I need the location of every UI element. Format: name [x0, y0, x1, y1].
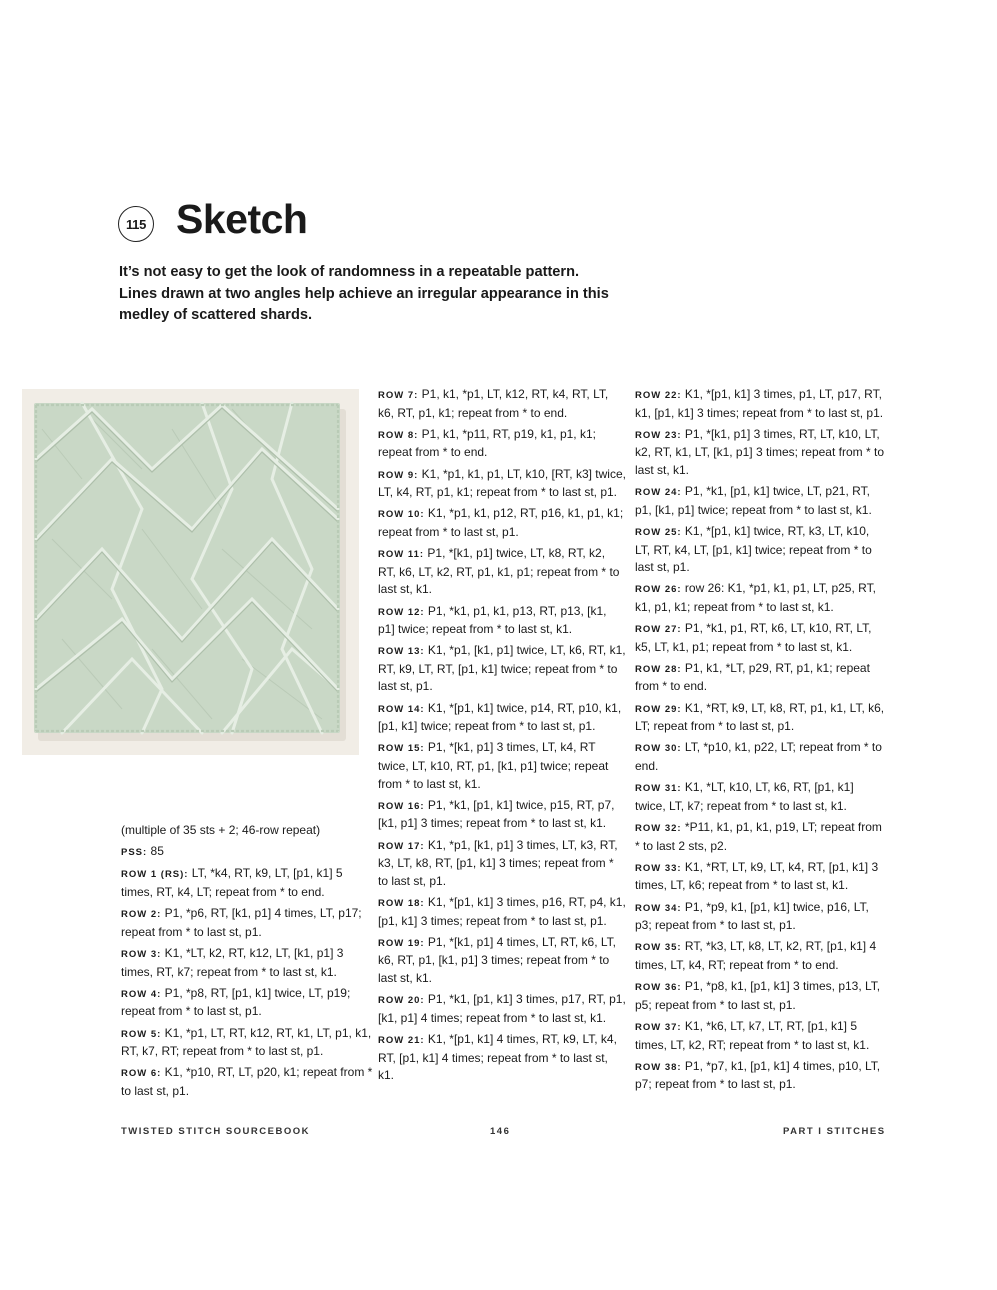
- pattern-number: 115: [125, 216, 147, 232]
- row-text: K1, *[p1, k1] 3 times, p16, RT, p4, k1, [p1, k1] 3 times; repeat from * to last st, p1.: [378, 894, 626, 928]
- row-label: ROW 14:: [378, 703, 425, 715]
- row-instruction: [378, 837, 626, 891]
- row-label: ROW 8:: [378, 429, 419, 441]
- instructions-column-2: [378, 386, 626, 1088]
- row-text: K1, *RT, LT, k9, LT, k4, RT, [p1, k1] 3 times, LT, k6; repeat from * to last st, k1.: [635, 859, 879, 893]
- row-label: ROW 10:: [378, 509, 425, 521]
- row-label: ROW 6:: [121, 1068, 162, 1080]
- row-text: K1, *p1, LT, RT, k12, RT, k1, LT, p1, k1, RT, k7, RT; repeat from * to last st, p1.: [121, 1025, 372, 1059]
- row-instruction: [635, 660, 885, 696]
- row-label: ROW 37:: [635, 1021, 682, 1033]
- row-instruction: [378, 386, 626, 422]
- row-instruction: [378, 545, 626, 599]
- row-instruction: [635, 978, 885, 1014]
- row-label: ROW 23:: [635, 429, 682, 441]
- row-instruction: [121, 1064, 373, 1100]
- row-text: K1, *p1, k1, p1, LT, k10, [RT, k3] twice, LT, k4, RT, p1, k1; repeat from * to last st, p1.: [378, 466, 626, 500]
- row-label: ROW 38:: [635, 1061, 682, 1073]
- pss-value: 85: [147, 844, 164, 859]
- row-text: P1, k1, *LT, p29, RT, p1, k1; repeat from * to end.: [635, 660, 870, 694]
- row-label: ROW 31:: [635, 783, 682, 795]
- row-instruction: [121, 945, 373, 981]
- row-instruction: [635, 1018, 885, 1054]
- pss-line: [121, 843, 373, 862]
- row-instruction: [635, 1058, 885, 1094]
- row-label: ROW 2:: [121, 909, 162, 921]
- row-text: P1, *k1, p1, k1, p13, RT, p13, [k1, p1] twice; repeat from * to last st, k1.: [378, 603, 607, 637]
- row-label: ROW 32:: [635, 823, 682, 834]
- row-label: ROW 19:: [378, 937, 425, 949]
- row-label: ROW 20:: [378, 995, 425, 1007]
- row-text: P1, *k1, [p1, k1] twice, LT, p21, RT, p1, [k1, p1] twice; repeat from * to last st, k1.: [635, 484, 872, 517]
- row-instruction: [121, 985, 373, 1021]
- row-text: P1, *p7, k1, [p1, k1] 4 times, p10, LT, p7; repeat from * to last st, p1.: [635, 1058, 881, 1092]
- row-text: K1, *p1, [k1, p1] 3 times, LT, k3, RT, k3, LT, k8, RT, [p1, k1] 3 times; repeat from * to last st, p1.: [378, 837, 618, 888]
- row-instruction: [378, 991, 626, 1027]
- row-text: P1, *k1, [p1, k1] 3 times, p17, RT, p1, [k1, p1] 4 times; repeat from * to last st, k1.: [378, 992, 626, 1025]
- row-instruction: [121, 1025, 373, 1061]
- row-label: ROW 7:: [378, 390, 419, 401]
- row-label: ROW 24:: [635, 487, 682, 499]
- row-text: P1, *p6, RT, [k1, p1] 4 times, LT, p17; repeat from * to last st, p1.: [121, 906, 362, 939]
- row-instruction: [378, 700, 626, 736]
- row-instruction: [635, 386, 885, 422]
- row-label: ROW 26:: [635, 584, 682, 596]
- row-instruction: [635, 700, 885, 736]
- row-instruction: [635, 426, 885, 480]
- row-instruction: [378, 426, 626, 462]
- row-text: K1, *[p1, k1] 4 times, RT, k9, LT, k4, RT, [p1, k1] 4 times; repeat from * to last st, k1.: [378, 1031, 617, 1083]
- knitted-swatch-photo: [22, 389, 359, 755]
- footer-book-title: TWISTED STITCH SOURCEBOOK: [121, 1126, 310, 1137]
- pss-label: PSS:: [121, 847, 148, 859]
- row-instruction: [378, 466, 626, 502]
- row-instruction: [378, 505, 626, 541]
- row-label: ROW 18:: [378, 897, 425, 909]
- row-text: LT, *p10, k1, p22, LT; repeat from * to end.: [635, 740, 882, 774]
- row-instruction: [378, 603, 626, 639]
- row-text: P1, *[k1, p1] twice, LT, k8, RT, k2, RT, k6, LT, k2, RT, p1, k1, p1; repeat from * to last st, k1.: [378, 546, 620, 597]
- row-text: P1, *[k1, p1] 3 times, LT, k4, RT twice, LT, k10, RT, p1, [k1, p1] twice; repeat from * to last st, k1.: [378, 740, 609, 791]
- row-label: ROW 12:: [378, 606, 425, 618]
- row-instruction: [378, 894, 626, 930]
- row-label: ROW 3:: [121, 948, 162, 960]
- row-label: ROW 29:: [635, 703, 682, 715]
- instructions-column-3: [635, 386, 885, 1097]
- row-instruction: [635, 739, 885, 775]
- row-instruction: [635, 523, 885, 577]
- row-instruction: [121, 905, 373, 941]
- row-label: ROW 33:: [635, 862, 682, 874]
- row-text: LT, *k4, RT, k9, LT, [p1, k1] 5 times, RT, k4, LT; repeat from * to end.: [121, 866, 343, 899]
- row-instruction: [121, 865, 373, 901]
- page-title: Sketch: [176, 196, 308, 242]
- row-text: K1, *p10, RT, LT, p20, k1; repeat from * to last st, p1.: [121, 1065, 373, 1098]
- row-label: ROW 21:: [378, 1034, 425, 1046]
- intro-text: It’s not easy to get the look of randomness in a repeatable pattern. Lines drawn at two angles help achieve an irregular appearance in this medley of scattered shards.: [119, 264, 609, 323]
- row-label: ROW 9:: [378, 469, 419, 481]
- row-text: P1, *p8, k1, [p1, k1] 3 times, p13, LT, p5; repeat from * to last st, p1.: [635, 979, 881, 1012]
- row-instruction: [635, 483, 885, 519]
- row-instruction: [635, 819, 885, 855]
- row-text: K1, *LT, k10, LT, k6, RT, [p1, k1] twice, LT, k7; repeat from * to last st, k1.: [635, 780, 854, 813]
- row-label: ROW 25:: [635, 526, 682, 538]
- row-instruction: [635, 859, 885, 895]
- row-text: P1, *p8, RT, [p1, k1] twice, LT, p19; repeat from * to last st, p1.: [121, 985, 351, 1019]
- row-instruction: [378, 1031, 626, 1085]
- row-text: P1, *[k1, p1] 4 times, LT, RT, k6, LT, k6, RT, p1, [k1, p1] 3 times; repeat from * to last st, k1.: [378, 934, 617, 985]
- row-instruction: [378, 739, 626, 793]
- row-text: P1, *p9, k1, [p1, k1] twice, p16, LT, p3; repeat from * to last st, p1.: [635, 899, 869, 933]
- row-label: ROW 34:: [635, 902, 682, 914]
- row-label: ROW 16:: [378, 800, 425, 812]
- row-label: ROW 22:: [635, 390, 682, 401]
- row-text: P1, k1, *p1, LT, k12, RT, k4, RT, LT, k6, RT, p1, k1; repeat from * to end.: [378, 387, 609, 420]
- row-instruction: [635, 620, 885, 656]
- row-text: P1, *[k1, p1] 3 times, RT, LT, k10, LT, k2, RT, k1, LT, [k1, p1] 3 times; repeat from * to last st, k1.: [635, 426, 884, 477]
- row-text: K1, *LT, k2, RT, k12, LT, [k1, p1] 3 times, RT, k7; repeat from * to last st, k1.: [121, 945, 344, 979]
- row-label: ROW 1 (RS):: [121, 869, 189, 881]
- row-instruction: [635, 938, 885, 974]
- row-text: K1, *[p1, k1] twice, RT, k3, LT, k10, LT, RT, k4, LT, [p1, k1] twice; repeat from * to last st, p1.: [635, 523, 872, 575]
- row-label: ROW 5:: [121, 1028, 162, 1040]
- row-label: ROW 15:: [378, 743, 425, 755]
- instructions-column-1: [121, 822, 373, 1104]
- row-label: ROW 28:: [635, 663, 682, 675]
- row-text: row 26: K1, *p1, k1, p1, LT, p25, RT, k1, p1, k1; repeat from * to last st, k1.: [635, 581, 876, 614]
- row-text: P1, k1, *p11, RT, p19, k1, p1, k1; repeat from * to end.: [378, 426, 596, 460]
- row-text: K1, *[p1, k1] 3 times, p1, LT, p17, RT, k1, [p1, k1] 3 times; repeat from * to last st, p1.: [635, 387, 884, 420]
- row-text: RT, *k3, LT, k8, LT, k2, RT, [p1, k1] 4 times, LT, k4, RT; repeat from * to end.: [635, 939, 877, 972]
- footer-page-number: 146: [490, 1126, 511, 1137]
- row-text: K1, *p1, k1, p12, RT, p16, k1, p1, k1; repeat from * to last st, p1.: [378, 506, 624, 539]
- footer-section: PART I STITCHES: [783, 1126, 886, 1137]
- row-instruction: [378, 934, 626, 988]
- row-label: ROW 17:: [378, 840, 425, 852]
- row-instruction: [635, 580, 885, 616]
- row-text: K1, *RT, k9, LT, k8, RT, p1, k1, LT, k6, LT; repeat from * to last st, p1.: [635, 700, 885, 734]
- row-text: P1, *k1, [p1, k1] twice, p15, RT, p7, [k1, p1] 3 times; repeat from * to last st, k1.: [378, 797, 615, 831]
- pattern-number-badge: [118, 206, 154, 242]
- row-text: *P11, k1, p1, k1, p19, LT; repeat from * to last 2 sts, p2.: [635, 820, 882, 853]
- row-instruction: [378, 797, 626, 833]
- row-instruction: [378, 642, 626, 696]
- row-text: K1, *k6, LT, k7, LT, RT, [p1, k1] 5 times, LT, k2, RT; repeat from * to last st, k1.: [635, 1018, 870, 1052]
- row-instruction: [635, 899, 885, 935]
- row-instruction: [635, 779, 885, 815]
- row-label: ROW 13:: [378, 646, 425, 658]
- row-label: ROW 4:: [121, 988, 162, 1000]
- row-text: K1, *p1, [k1, p1] twice, LT, k6, RT, k1, RT, k9, LT, RT, [p1, k1] twice; repeat from * to last st, p1.: [378, 643, 626, 694]
- row-text: P1, *k1, p1, RT, k6, LT, k10, RT, LT, k5, LT, k1, p1; repeat from * to last st, k1.: [635, 621, 872, 654]
- multiple-note: (multiple of 35 sts + 2; 46-row repeat): [121, 823, 321, 837]
- row-label: ROW 36:: [635, 982, 682, 994]
- row-label: ROW 11:: [378, 549, 425, 561]
- row-label: ROW 35:: [635, 942, 682, 954]
- row-text: K1, *[p1, k1] twice, p14, RT, p10, k1, [p1, k1] twice; repeat from * to last st, p1.: [378, 700, 622, 734]
- row-label: ROW 30:: [635, 743, 682, 755]
- row-label: ROW 27:: [635, 624, 682, 636]
